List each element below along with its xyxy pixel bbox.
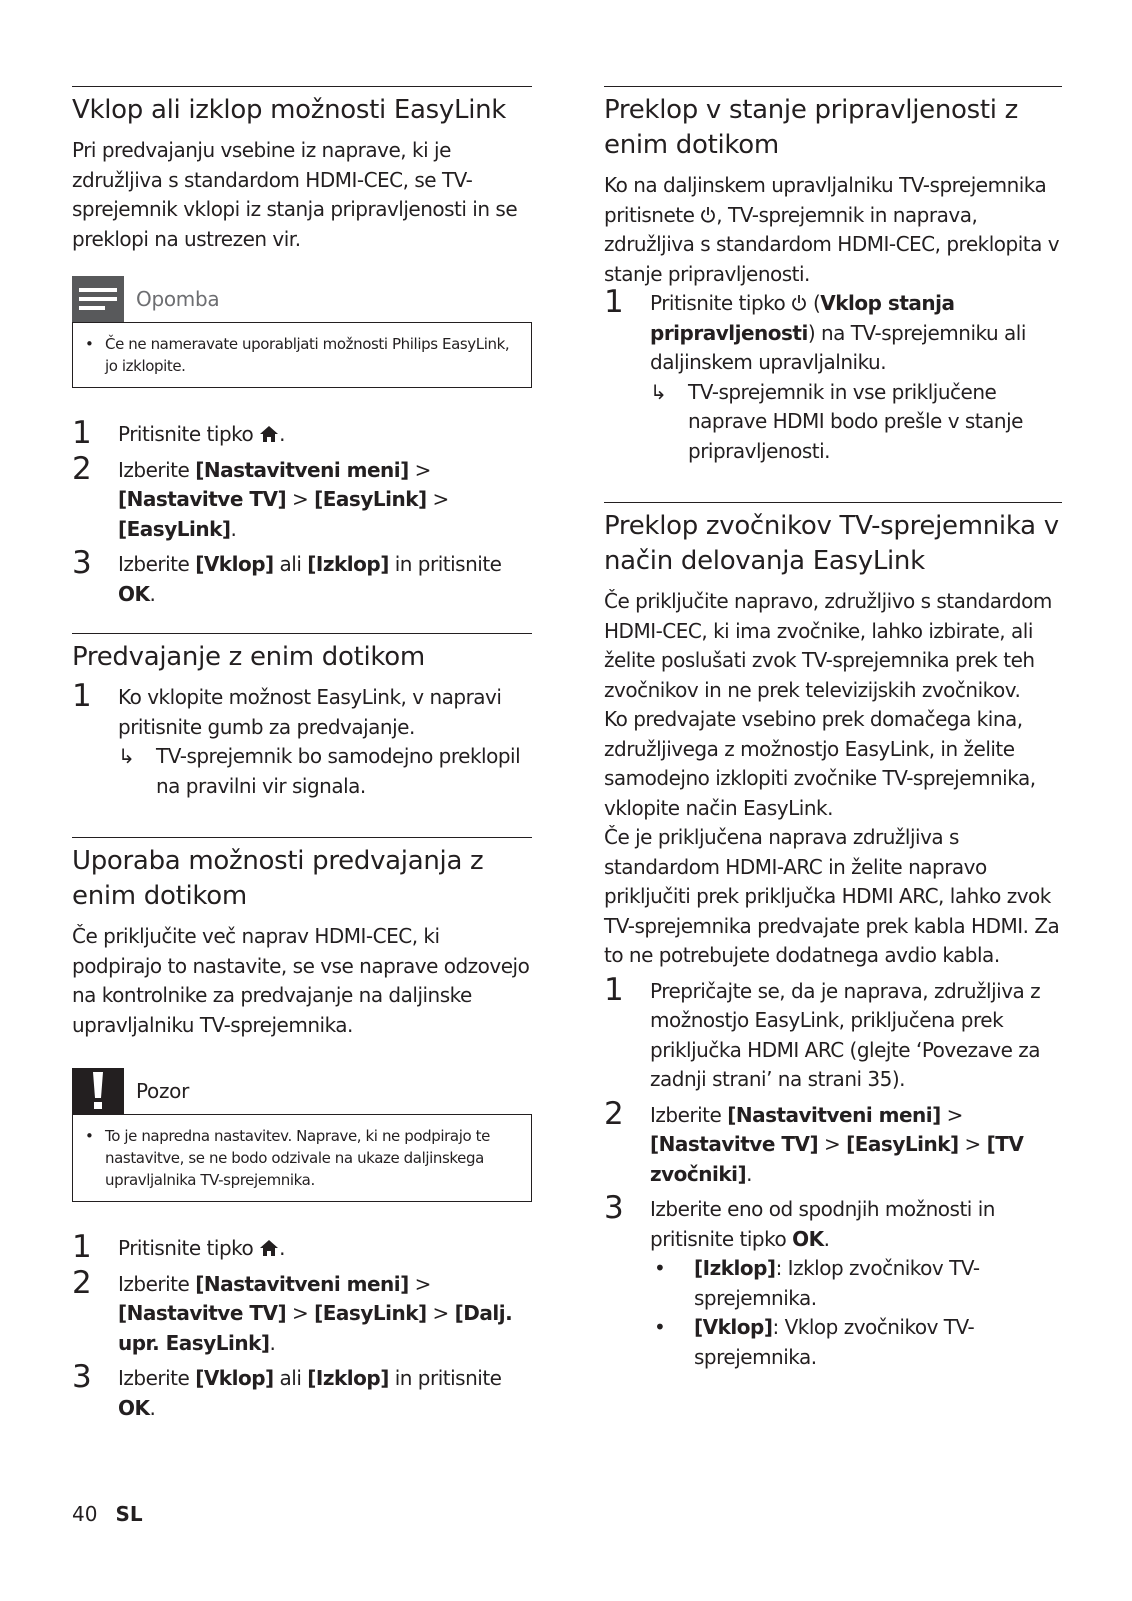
step-text: Izberite <box>118 552 190 576</box>
menu-path: [EasyLink] <box>314 1301 427 1325</box>
step-text: ) na TV-sprejemniku ali daljinskem upravljalniku. <box>650 320 1026 374</box>
step-text: Izberite <box>118 1366 190 1390</box>
option: [Vklop] <box>195 552 274 576</box>
step-text: Pritisnite tipko <box>118 1236 254 1260</box>
caution-body <box>72 1114 532 1202</box>
step-number: 1 <box>72 678 92 714</box>
period: . <box>746 1161 753 1186</box>
step: 1 Pritisnite tipko . <box>72 415 285 451</box>
key: OK <box>118 1395 150 1420</box>
step-text: in pritisnite <box>394 552 502 576</box>
menu-path: [Nastavitve TV] <box>118 487 287 511</box>
period: . <box>149 1395 156 1420</box>
section-paragraph: Pri predvajanju vsebine iz naprave, ki je združljiva s standardom HDMI-CEC, se TV-sprejemnik vklopi iz stanja pripravljenosti in se preklopi na ustrezen vir. <box>72 138 518 251</box>
section-one-touch-standby <box>604 86 1062 466</box>
menu-path: [Nastavitve TV] <box>118 1301 287 1325</box>
section-paragraph: Ko predvajate vsebino prek domačega kina, združljivega z možnostjo EasyLink, in želite samodejno izklopiti zvočnike TV-sprejemnika, vklopite način EasyLink. <box>604 707 1036 820</box>
menu-path: [Nastavitveni meni] <box>727 1102 941 1127</box>
menu-path: [EasyLink] <box>118 516 231 541</box>
caution-item <box>85 1125 521 1191</box>
step-number: 3 <box>72 545 92 581</box>
step-result <box>650 378 1062 467</box>
caution-text: To je napredna nastavitev. Naprave, ki ne podpirajo te nastavitve, se ne bodo odzivale na ukaze daljinskega upravljalnika TV-sprejemnika. <box>105 1127 490 1189</box>
note-item <box>85 333 521 377</box>
note-header <box>72 276 532 322</box>
bullet-dot: • <box>654 1315 666 1339</box>
home-icon <box>259 1239 279 1257</box>
caution-header <box>72 1068 532 1114</box>
separator: > <box>823 1132 841 1156</box>
menu-path: [Nastavitveni meni] <box>195 457 409 482</box>
language-code: SL <box>115 1502 143 1526</box>
step-number: 1 <box>604 971 624 1008</box>
separator: > <box>946 1102 963 1127</box>
key: OK <box>118 581 150 606</box>
section-title: Preklop zvočnikov TV-sprejemnika v način delovanja EasyLink <box>604 511 1059 576</box>
period: . <box>149 581 156 606</box>
menu-path: [Dalj. upr. EasyLink] <box>118 1301 513 1355</box>
section-easylink-toggle <box>72 86 532 609</box>
page-number: 40 <box>72 1502 98 1526</box>
key: OK <box>792 1226 824 1251</box>
step <box>72 1359 532 1423</box>
step <box>72 545 532 609</box>
separator: > <box>964 1132 981 1156</box>
section-paragraph: Če priključite več naprav HDMI-CEC, ki podpirajo to nastavite, se vse naprave odzovejo na kontrolnike za predvajanje na daljinske upravljalniku TV-sprejemnika. <box>72 924 530 1037</box>
section-title: Preklop v stanje pripravljenosti z enim dotikom <box>604 95 1019 160</box>
separator: > <box>291 487 309 511</box>
menu-path: [EasyLink] <box>846 1132 959 1156</box>
step-text: Ko vklopite možnost EasyLink, v napravi pritisnite gumb za predvajanje. <box>118 685 502 739</box>
step-number: 2 <box>72 1264 92 1301</box>
step-number: 3 <box>72 1359 92 1395</box>
option: [Izklop] <box>694 1256 776 1280</box>
note-icon <box>72 276 124 322</box>
note-text: Če ne nameravate uporabljati možnosti Philips EasyLink, jo izklopite. <box>105 335 510 375</box>
page-footer <box>72 1502 143 1526</box>
step-list <box>72 1229 532 1423</box>
power-icon <box>791 294 807 312</box>
period: . <box>823 1226 830 1251</box>
separator: > <box>291 1301 309 1325</box>
separator: > <box>414 457 431 482</box>
option-text: : Vklop zvočnikov TV-sprejemnika. <box>694 1315 975 1369</box>
left-column <box>72 86 532 1429</box>
separator: > <box>432 487 449 511</box>
section-title: Predvajanje z enim dotikom <box>72 642 425 672</box>
step-text: ali <box>279 552 302 576</box>
step <box>604 971 1062 1095</box>
section-paragraph <box>604 171 1062 289</box>
section-speakers-easylink <box>604 502 1062 1372</box>
note-label: Opomba <box>136 287 220 311</box>
option: [Vklop] <box>195 1366 274 1390</box>
paragraph-text: , TV-sprejemnik in naprava, združljiva s standardom HDMI-CEC, preklopita v stanje pripravljenosti. <box>604 202 1060 286</box>
step-text: Izberite eno od spodnjih možnosti in pritisnite tipko <box>650 1197 995 1251</box>
menu-path: [TV zvočniki] <box>650 1132 1024 1186</box>
power-icon <box>700 206 716 224</box>
right-column <box>604 86 1062 1378</box>
step-text: Izberite <box>650 1102 722 1127</box>
step <box>72 450 532 545</box>
option-item <box>650 1254 1062 1313</box>
step: 1 Pritisnite tipko . <box>72 1229 285 1265</box>
section-one-touch-play <box>72 633 532 801</box>
step <box>604 284 1062 466</box>
step-text: ( <box>812 291 821 315</box>
option: [Vklop] <box>694 1315 773 1339</box>
period: . <box>269 1330 276 1355</box>
step-number: 3 <box>604 1190 624 1226</box>
note-body <box>72 322 532 388</box>
step-number: 1 <box>72 415 92 451</box>
section-title: Uporaba možnosti predvajanja z enim dotikom <box>72 846 484 911</box>
bullet-dot: • <box>85 335 94 353</box>
menu-path: [EasyLink] <box>314 487 427 511</box>
step-text: Pritisnite tipko <box>650 291 786 315</box>
option: [Izklop] <box>307 1366 389 1390</box>
result-arrow-icon: ↳ <box>650 379 667 404</box>
button-name: Vklop stanja pripravljenosti <box>650 291 955 345</box>
option-text: : Izklop zvočnikov TV-sprejemnika. <box>694 1256 980 1310</box>
menu-path: [Nastavitve TV] <box>650 1132 819 1156</box>
step <box>72 678 532 801</box>
step-result <box>118 742 532 801</box>
result-text: TV-sprejemnik bo samodejno preklopil na pravilni vir signala. <box>156 744 521 798</box>
step-text: Prepričajte se, da je naprava, združljiva z možnostjo EasyLink, priključena prek priključka HDMI ARC (glejte ‘Povezave za zadnji strani’ na strani 35). <box>650 978 1041 1091</box>
step-number: 1 <box>604 284 624 320</box>
step <box>604 1190 1062 1372</box>
section-title: Vklop ali izklop možnosti EasyLink <box>72 95 507 125</box>
period: . <box>230 516 237 541</box>
option-item <box>650 1313 1062 1372</box>
step-text: Izberite <box>118 457 190 482</box>
result-text: TV-sprejemnik in vse priključene naprave HDMI bodo prešle v stanje pripravljenosti. <box>688 379 1023 463</box>
paragraph-text: Ko na daljinskem upravljalniku TV-sprejemnika pritisnete <box>604 173 1047 227</box>
step-text: in pritisnite <box>394 1366 502 1390</box>
step-list <box>604 971 1062 1373</box>
home-icon <box>259 425 279 443</box>
bullet-dot: • <box>654 1256 666 1280</box>
step-text: Izberite <box>118 1271 190 1296</box>
step-list <box>72 415 532 609</box>
step-number: 1 <box>72 1229 92 1265</box>
step-number: 2 <box>72 450 92 487</box>
step-number: 2 <box>604 1095 624 1132</box>
step-text: Pritisnite tipko <box>118 422 254 446</box>
section-one-touch-play-options <box>72 837 532 1423</box>
section-paragraph: Če priključite napravo, združljivo s standardom HDMI-CEC, ki ima zvočnike, lahko izbirate, ali želite poslušati zvok TV-sprejemnika prek teh zvočnikov in ne prek televizijskih zvočnikov. <box>604 589 1052 702</box>
caution-box <box>72 1068 532 1202</box>
option: [Izklop] <box>307 552 389 576</box>
step <box>604 1095 1062 1190</box>
section-paragraph: Če je priključena naprava združljiva s standardom HDMI-ARC in želite napravo priključiti prek priključka HDMI ARC, lahko zvok TV-sprejemnika predvajate prek kabla HDMI. Za to ne potrebujete dodatnega avdio kabla. <box>604 825 1060 967</box>
separator: > <box>432 1301 449 1325</box>
step <box>72 1264 532 1359</box>
caution-label: Pozor <box>136 1079 190 1103</box>
note-box <box>72 276 532 388</box>
exclamation-icon <box>72 1068 124 1114</box>
result-arrow-icon: ↳ <box>118 744 135 768</box>
separator: > <box>414 1271 431 1296</box>
menu-path: [Nastavitveni meni] <box>195 1271 409 1296</box>
bullet-dot: • <box>85 1127 94 1145</box>
step-text: ali <box>279 1366 302 1390</box>
